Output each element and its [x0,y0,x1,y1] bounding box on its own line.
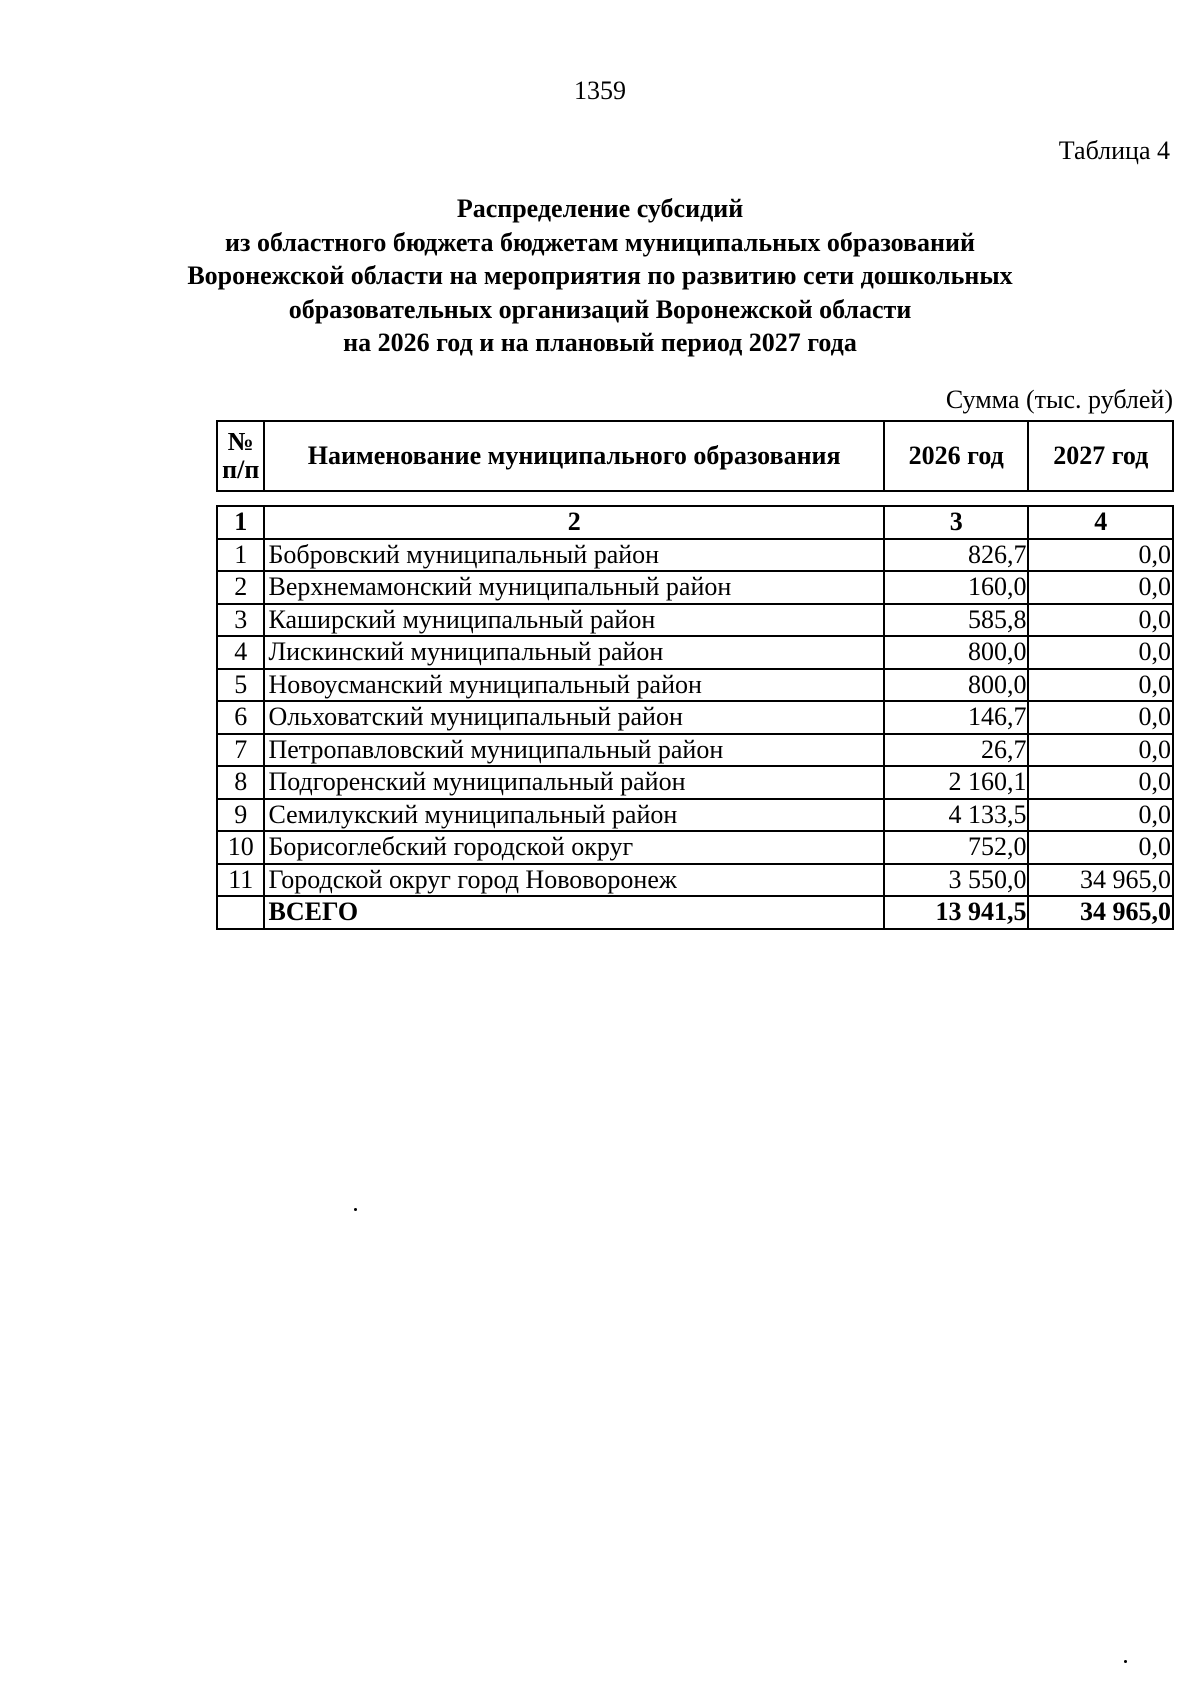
row-value-2026: 160,0 [884,571,1029,604]
row-name: Новоусманский муниципальный район [264,669,883,702]
row-number: 3 [217,604,264,637]
row-value-2026: 4 133,5 [884,799,1029,832]
row-name: Каширский муниципальный район [264,604,883,637]
table-row [217,701,1173,734]
scan-speck [1124,1660,1127,1663]
row-value-2027: 0,0 [1028,831,1173,864]
column-number: 4 [1028,506,1173,539]
row-name: Борисоглебский городской округ [264,831,883,864]
row-number: 2 [217,571,264,604]
row-value-2027: 0,0 [1028,766,1173,799]
table-row [217,539,1173,572]
row-value-2026: 2 160,1 [884,766,1029,799]
header-num-abbr: п/п [222,455,260,484]
row-value-2027: 0,0 [1028,701,1173,734]
row-number: 7 [217,734,264,767]
title-line: из областного бюджета бюджетам муниципальных образований [225,227,975,257]
row-number: 4 [217,636,264,669]
table-row [217,604,1173,637]
title-line: Воронежской области на мероприятия по развитию сети дошкольных [187,261,1013,290]
row-value-2027: 0,0 [1028,734,1173,767]
total-value-2026: 13 941,5 [884,896,1029,929]
row-value-2026: 800,0 [884,636,1029,669]
row-value-2027: 0,0 [1028,669,1173,702]
row-name: Семилукский муниципальный район [264,799,883,832]
document-title [0,192,1200,360]
total-num-empty [217,896,264,929]
title-line: Распределение субсидий [456,194,744,223]
total-row [217,896,1173,929]
row-name: Петропавловский муниципальный район [264,734,883,767]
row-number: 9 [217,799,264,832]
row-name: Лискинский муниципальный район [264,636,883,669]
header-year-2026: 2026 год [884,421,1029,491]
row-number: 6 [217,701,264,734]
total-value-2027: 34 965,0 [1028,896,1173,929]
units-label: Сумма (тыс. рублей) [945,385,1173,414]
header-num-symbol: № [227,427,254,456]
row-value-2027: 0,0 [1028,539,1173,572]
column-number: 1 [217,506,264,539]
scan-speck [354,1208,357,1211]
table-header [216,420,1174,492]
row-number: 5 [217,669,264,702]
row-name: Подгоренский муниципальный район [264,766,883,799]
table-row [217,766,1173,799]
row-value-2027: 0,0 [1028,799,1173,832]
total-label: ВСЕГО [264,896,883,929]
row-value-2027: 0,0 [1028,604,1173,637]
column-number: 3 [884,506,1029,539]
table-row [217,636,1173,669]
row-value-2027: 34 965,0 [1028,864,1173,897]
row-value-2026: 585,8 [884,604,1029,637]
row-value-2026: 3 550,0 [884,864,1029,897]
title-line: на 2026 год и на плановый период 2027 года [343,328,857,357]
header-year-2027: 2027 год [1028,421,1173,491]
table-row [217,669,1173,702]
page-number: 1359 [574,76,626,105]
row-name: Городской округ город Нововоронеж [264,864,883,897]
row-number: 10 [217,831,264,864]
row-number: 8 [217,766,264,799]
row-value-2026: 26,7 [884,734,1029,767]
row-name: Бобровский муниципальный район [264,539,883,572]
table-row [217,831,1173,864]
row-value-2026: 800,0 [884,669,1029,702]
column-number-row [217,506,1173,539]
data-table [216,505,1174,930]
row-value-2026: 826,7 [884,539,1029,572]
table-row [217,799,1173,832]
title-line: образовательных организаций Воронежской области [288,294,912,324]
row-number: 11 [217,864,264,897]
header-name: Наименование муниципального образования [264,421,883,491]
row-name: Ольховатский муниципальный район [264,701,883,734]
table-label: Таблица 4 [1058,136,1170,165]
table-row [217,864,1173,897]
row-value-2027: 0,0 [1028,571,1173,604]
row-value-2026: 146,7 [884,701,1029,734]
row-name: Верхнемамонский муниципальный район [264,571,883,604]
header-num [217,421,264,491]
row-value-2026: 752,0 [884,831,1029,864]
table-row [217,571,1173,604]
table-row [217,734,1173,767]
row-value-2027: 0,0 [1028,636,1173,669]
row-number: 1 [217,539,264,572]
column-number: 2 [264,506,883,539]
